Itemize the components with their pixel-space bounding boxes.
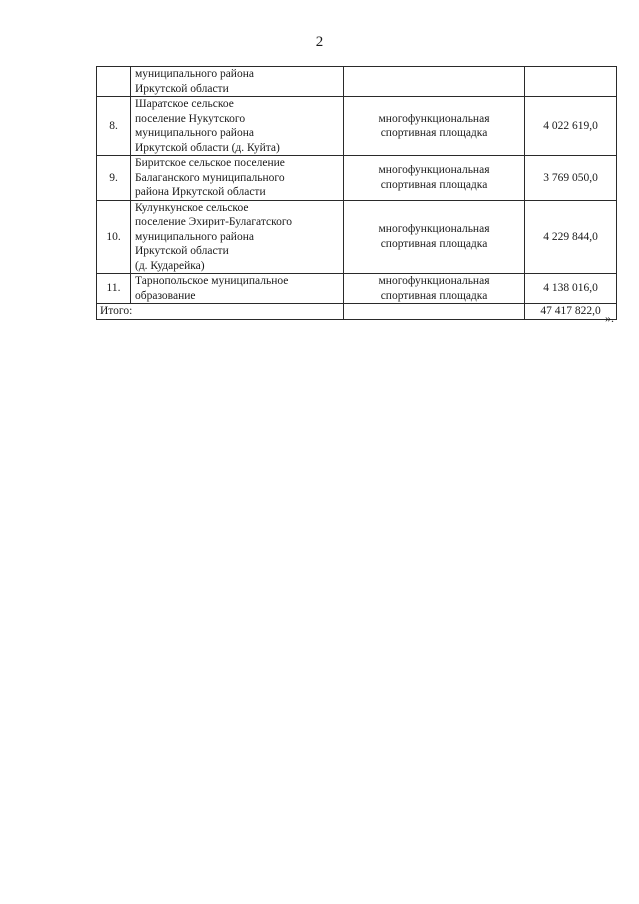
object-type xyxy=(344,156,525,201)
name-line: Иркутской области xyxy=(135,82,229,95)
name-line: образование xyxy=(135,289,196,302)
object-line: спортивная площадка xyxy=(380,289,488,302)
table-row xyxy=(97,156,617,201)
name-line: Тарнопольское муниципальное xyxy=(135,275,289,287)
name-line: района Иркутской области xyxy=(135,186,266,198)
name-line: (д. Кударейка) xyxy=(135,259,205,272)
name-line: поселение Нукутского xyxy=(135,112,246,125)
total-label: Итого: xyxy=(97,304,344,320)
table-row xyxy=(97,67,617,97)
row-number xyxy=(97,67,131,97)
closing-quote: ». xyxy=(605,311,614,325)
row-sum: 4 022 619,0 xyxy=(525,97,617,156)
name-line: Иркутской области (д. Куйта) xyxy=(135,141,280,154)
row-number: 11. xyxy=(97,274,131,304)
municipality-name xyxy=(131,97,344,156)
object-line: спортивная площадка xyxy=(380,127,488,139)
row-sum: 4 138 016,0 xyxy=(525,274,617,304)
row-number: 10. xyxy=(97,200,131,274)
row-sum xyxy=(525,67,617,97)
name-line: муниципального района xyxy=(135,68,254,80)
table-row xyxy=(97,97,617,156)
object-line: многофункциональная xyxy=(378,223,490,236)
total-row xyxy=(97,304,617,320)
object-type xyxy=(344,97,525,156)
name-line: Иркутской области xyxy=(135,245,229,257)
name-line: Биритское сельское поселение xyxy=(135,157,285,169)
municipality-name xyxy=(131,200,344,274)
row-sum: 3 769 050,0 xyxy=(525,156,617,201)
municipality-name xyxy=(131,67,344,97)
row-number: 8. xyxy=(97,97,131,156)
table-row xyxy=(97,200,617,274)
page-number: 2 xyxy=(315,34,324,50)
object-type xyxy=(344,67,525,97)
municipality-name xyxy=(131,274,344,304)
table-row xyxy=(97,274,617,304)
name-line: Балаганского муниципального xyxy=(135,171,285,184)
object-line: спортивная площадка xyxy=(380,237,488,250)
name-line: муниципального района xyxy=(135,230,254,243)
name-line: муниципального района xyxy=(135,127,254,139)
object-line: многофункциональная xyxy=(378,275,490,287)
name-line: Кулункунское сельское xyxy=(135,201,249,214)
allocation-table xyxy=(96,66,617,320)
object-type xyxy=(344,274,525,304)
name-line: Шаратское сельское xyxy=(135,98,234,110)
object-line: многофункциональная xyxy=(378,164,490,177)
total-object-cell xyxy=(344,304,525,320)
object-line: многофункциональная xyxy=(378,112,490,125)
name-line: поселение Эхирит-Булагатского xyxy=(135,216,293,228)
total-sum: 47 417 822,0 xyxy=(525,304,617,320)
object-line: спортивная площадка xyxy=(380,178,488,191)
municipality-name xyxy=(131,156,344,201)
row-sum: 4 229 844,0 xyxy=(525,200,617,274)
row-number: 9. xyxy=(97,156,131,201)
object-type xyxy=(344,200,525,274)
